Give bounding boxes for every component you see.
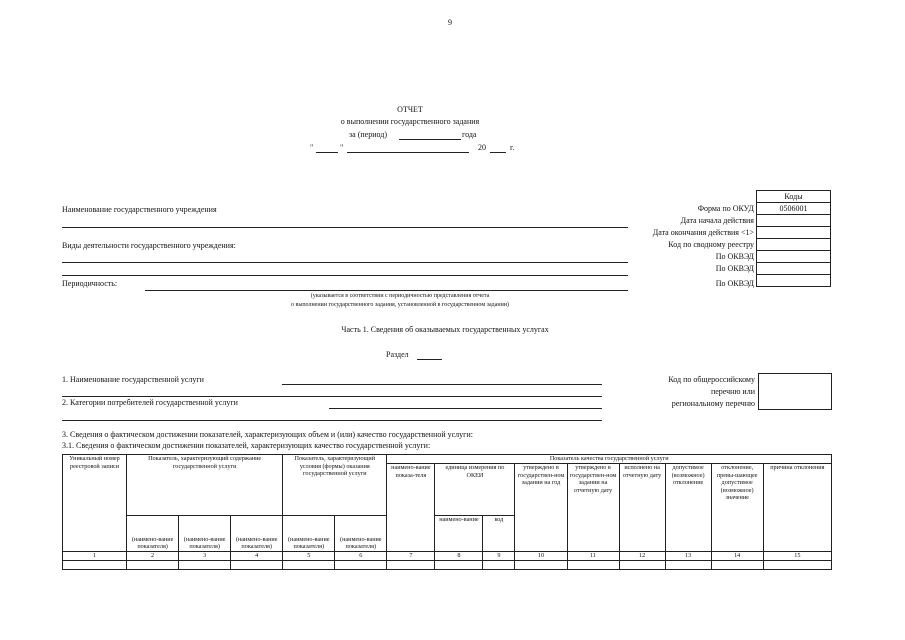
data-cell[interactable] — [231, 561, 283, 570]
param-name-cell: (наимено-вание показателя) — [127, 516, 179, 552]
consumers-label: 2. Категории потребителей государственной услуги — [62, 398, 238, 407]
data-cell[interactable] — [127, 561, 179, 570]
data-cell[interactable] — [283, 561, 335, 570]
data-cell[interactable] — [435, 561, 483, 570]
year-suffix: г. — [510, 143, 515, 152]
param-name-cell: (наимено-вание показателя) — [179, 516, 231, 552]
column-number: 12 — [619, 552, 665, 561]
codes-label: По ОКВЭД — [715, 264, 754, 273]
section-label: Раздел — [386, 350, 409, 359]
column-numbers-row — [63, 552, 832, 561]
column-number: 6 — [335, 552, 387, 561]
codes-header: Коды — [757, 191, 831, 203]
column-number: 3 — [179, 552, 231, 561]
code-cell[interactable] — [757, 227, 831, 239]
data-cell[interactable] — [387, 561, 435, 570]
column-number: 10 — [515, 552, 567, 561]
code-cell[interactable] — [757, 215, 831, 227]
column-number: 9 — [483, 552, 515, 561]
param-name-cell: (наимено-вание показателя) — [283, 516, 335, 552]
periodicity-label: Периодичность: — [62, 279, 118, 288]
period-suffix: года — [462, 130, 477, 139]
codes-label: По ОКВЭД — [715, 252, 754, 261]
col-conditions-indicator: Показатель, характеризующий условия (формы) оказания государственной услуги — [283, 455, 387, 516]
period-label: за (период) — [349, 130, 387, 139]
data-cell[interactable] — [619, 561, 665, 570]
codes-label: Дата окончания действия <1> — [652, 228, 754, 237]
year-prefix: 20 — [478, 143, 486, 152]
codes-label: Дата начала действия — [680, 216, 754, 225]
item31-text: 3.1. Сведения о фактическом достижении показателей, характеризующих качество государственной услуги: — [62, 441, 431, 450]
column-number: 11 — [567, 552, 619, 561]
registry-code-label: перечню или — [710, 387, 755, 396]
consumers-line[interactable] — [329, 408, 602, 409]
section-line[interactable] — [417, 359, 442, 360]
report-subtitle: о выполнении государственного задания — [340, 117, 480, 126]
institution-name-label: Наименование государственного учреждения — [62, 205, 217, 214]
okud-code[interactable]: 0506001 — [757, 203, 831, 215]
year-line[interactable] — [490, 152, 506, 153]
data-cell[interactable] — [763, 561, 831, 570]
registry-code-box[interactable] — [758, 373, 832, 410]
col-executed: исполнено на отчетную дату — [619, 464, 665, 552]
period-line[interactable] — [399, 139, 461, 140]
column-number: 4 — [231, 552, 283, 561]
activities-line[interactable] — [62, 262, 628, 263]
code-cell[interactable] — [757, 251, 831, 263]
report-title: ОТЧЕТ — [397, 105, 423, 114]
column-number: 15 — [763, 552, 831, 561]
column-number: 7 — [387, 552, 435, 561]
date-quote-open: " — [310, 143, 314, 152]
col-allowed-deviation: допустимое (возможное) отклонение — [665, 464, 711, 552]
col-approved-date: утверждено в государствен-ном задании на отчетную дату — [567, 464, 619, 552]
unit-code-cell: код — [483, 516, 515, 552]
registry-code-label: региональному перечню — [671, 399, 755, 408]
column-number: 14 — [711, 552, 763, 561]
codes-label: Форма по ОКУД — [697, 204, 754, 213]
periodicity-line[interactable] — [145, 290, 628, 291]
codes-label: Код по сводному реестру — [668, 240, 754, 249]
date-day-line[interactable] — [316, 152, 338, 153]
codes-label: По ОКВЭД — [715, 279, 754, 288]
registry-code-label: Код по общероссийскому — [668, 375, 755, 384]
column-number: 13 — [665, 552, 711, 561]
param-name-cell: (наимено-вание показателя) — [231, 516, 283, 552]
column-number: 5 — [283, 552, 335, 561]
part1-title: Часть 1. Сведения об оказываемых государственных услугах — [341, 325, 549, 334]
activities-line[interactable] — [62, 275, 628, 276]
page-number: 9 — [448, 18, 452, 27]
col-reason: причина отклонения — [763, 464, 831, 552]
col-unit: единица измерения по ОКЕИ — [435, 464, 515, 516]
table-row — [63, 561, 832, 570]
col-approved-year: утверждено в государствен-ном задании на год — [515, 464, 567, 552]
param-name-cell: (наимено-вание показателя) — [335, 516, 387, 552]
quality-table — [62, 454, 832, 570]
institution-name-line[interactable] — [62, 227, 628, 228]
unit-name-cell: наимено-вание — [435, 516, 483, 552]
column-number: 2 — [127, 552, 179, 561]
data-cell[interactable] — [711, 561, 763, 570]
col-content-indicator: Показатель, характеризующий содержание государственной услуги — [127, 455, 283, 516]
service-name-line[interactable] — [282, 384, 602, 385]
date-month-line[interactable] — [347, 152, 469, 153]
data-cell[interactable] — [179, 561, 231, 570]
code-cell[interactable] — [757, 239, 831, 251]
data-cell[interactable] — [567, 561, 619, 570]
codes-table — [756, 190, 831, 287]
periodicity-note: о выполнении государственного задания, установленной в государственном задании) — [290, 302, 509, 308]
data-cell[interactable] — [483, 561, 515, 570]
col-excess-deviation: отклонение, превы-шающее допустимое (возможное) значение — [711, 464, 763, 552]
code-cell[interactable] — [757, 263, 831, 275]
data-cell[interactable] — [63, 561, 127, 570]
col-indicator-name: наимено-вание показа-теля — [387, 464, 435, 552]
date-quote-close: " — [340, 143, 344, 152]
service-name-line[interactable] — [62, 396, 602, 397]
periodicity-note: (указывается в соответствии с периодичностью представления отчета — [310, 293, 490, 299]
col-quality-indicator: Показатель качества государственной услуги — [387, 455, 832, 464]
data-cell[interactable] — [515, 561, 567, 570]
item3-text: 3. Сведения о фактическом достижении показателей, характеризующих объем и (или) качество государственной услуги: — [62, 430, 473, 439]
col-unique-number: Уникальный номер реестровой записи — [63, 455, 127, 552]
code-cell[interactable] — [757, 275, 831, 287]
activities-label: Виды деятельности государственного учреждения: — [62, 241, 236, 250]
column-number: 1 — [63, 552, 127, 561]
column-number: 8 — [435, 552, 483, 561]
service-name-label: 1. Наименование государственной услуги — [62, 375, 204, 384]
data-cell[interactable] — [665, 561, 711, 570]
data-cell[interactable] — [335, 561, 387, 570]
consumers-line[interactable] — [62, 420, 602, 421]
